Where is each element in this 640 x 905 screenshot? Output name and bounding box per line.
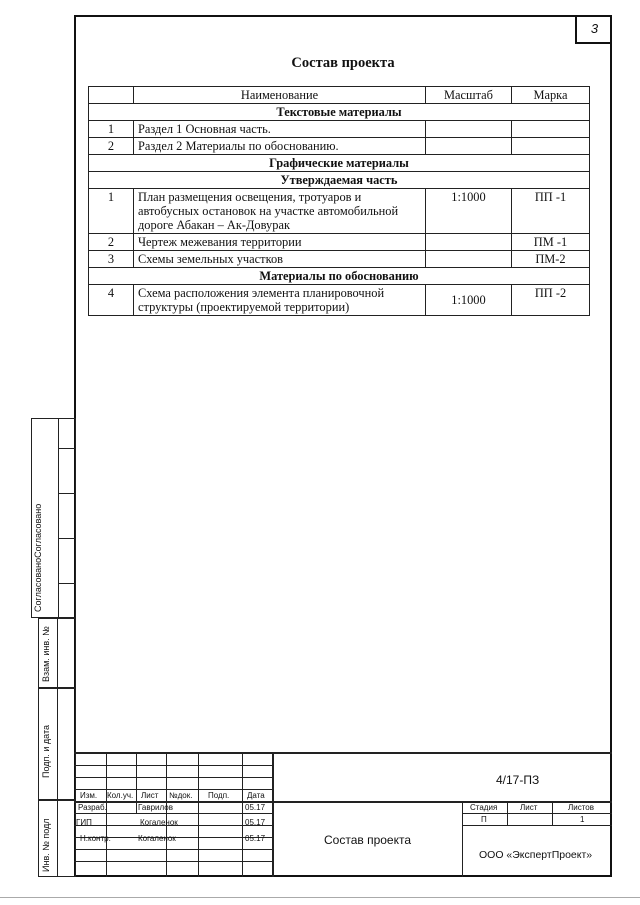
row-scale: 1:1000 [426,285,512,316]
signer-date: 05.17 [245,803,266,812]
column-header: Масштаб [426,87,512,104]
signer-role: Н.контр. [80,834,111,843]
signer-role: Разраб. [78,803,107,812]
row-mark: ПП -1 [512,189,590,234]
page-title: Состав проекта [291,55,395,71]
sheet-label: Лист [520,803,538,812]
row-name: План размещения освещения, тротуаров и автобусных остановок на участке автомобильной дороге Абакан – Ак-Довурак [134,189,426,234]
row-scale [426,251,512,268]
col-kol-uch: Кол.уч. [107,791,134,800]
section-heading: Текстовые материалы [89,104,590,121]
row-mark: ПМ -1 [512,234,590,251]
section-row [89,268,590,285]
row-name: Чертеж межевания территории [134,234,426,251]
signer-role: ГИП [76,818,92,827]
signer-name: Гаврилов [138,803,173,812]
agreed-row-line [58,493,75,494]
composition-table [88,86,590,316]
table-row [89,121,590,138]
agreed-label: СогласованоСогласовано [33,503,43,612]
section-heading: Утверждаемая часть [89,172,590,189]
row-number: 1 [89,121,134,138]
row-mark: ПП -2 [512,285,590,316]
tb-line [507,801,508,825]
table-row [89,234,590,251]
column-header [89,87,134,104]
tb-line [462,825,612,826]
signer-name: Когаленок [140,818,178,827]
row-number: 3 [89,251,134,268]
row-scale: 1:1000 [426,189,512,234]
row-name: Раздел 1 Основная часть. [134,121,426,138]
row-scale [426,138,512,155]
tb-line [166,752,167,877]
tb-line [106,752,107,877]
col-ndok: №док. [169,791,193,800]
tb-line [462,813,612,814]
row-name: Раздел 2 Материалы по обоснованию. [134,138,426,155]
table-header-row [89,87,590,104]
tb-line [552,801,553,825]
organization: ООО «ЭкспертПроект» [479,849,593,861]
col-podp: Подп. [208,791,230,800]
column-header: Марка [512,87,590,104]
strip-divider [57,800,58,877]
row-mark [512,138,590,155]
sign-date-label: Подп. и дата [41,724,51,778]
tb-line [136,752,137,813]
row-mark [512,121,590,138]
row-mark: ПМ-2 [512,251,590,268]
page-edge-line [0,897,640,898]
row-scale [426,234,512,251]
document-name: Состав проекта [324,833,412,847]
signer-date: 05.17 [245,818,266,827]
tb-line [242,752,243,877]
section-row [89,104,590,121]
sheets-total: 1 [580,815,585,824]
agreed-row-line [58,448,75,449]
document-code: 4/17-ПЗ [496,773,540,787]
strip-divider [57,688,58,800]
agreed-row-line [58,583,75,584]
signer-date: 05.17 [245,834,266,843]
section-heading: Материалы по обоснованию [89,268,590,285]
title-block [74,752,612,877]
stage-label: Стадия [470,803,498,812]
table-row [89,189,590,234]
row-name: Схема расположения элемента планировочной структуры (проектируемой территории) [134,285,426,316]
row-number: 4 [89,285,134,316]
stage-value: П [481,815,487,824]
row-name: Схемы земельных участков [134,251,426,268]
sheet-number: 3 [575,15,612,44]
section-row [89,155,590,172]
column-header: Наименование [134,87,426,104]
inv-orig-label: Инв. № подл [41,818,51,872]
tb-line [272,752,274,877]
agreed-row-line [58,538,75,539]
section-row [89,172,590,189]
replaced-inv-label: Взам. инв. № [41,626,51,682]
col-list: Лист [141,791,159,800]
table-row [89,138,590,155]
row-number: 1 [89,189,134,234]
signer-name: Когаленок [138,834,176,843]
table-row [89,285,590,316]
col-date: Дата [247,791,265,800]
section-heading: Графические материалы [89,155,590,172]
row-number: 2 [89,234,134,251]
strip-divider [57,618,58,688]
tb-line [462,801,463,877]
row-number: 2 [89,138,134,155]
table-row [89,251,590,268]
col-izm: Изм. [80,791,98,800]
tb-line [198,752,199,877]
tb-line [74,752,612,754]
sheets-label: Листов [568,803,594,812]
row-scale [426,121,512,138]
